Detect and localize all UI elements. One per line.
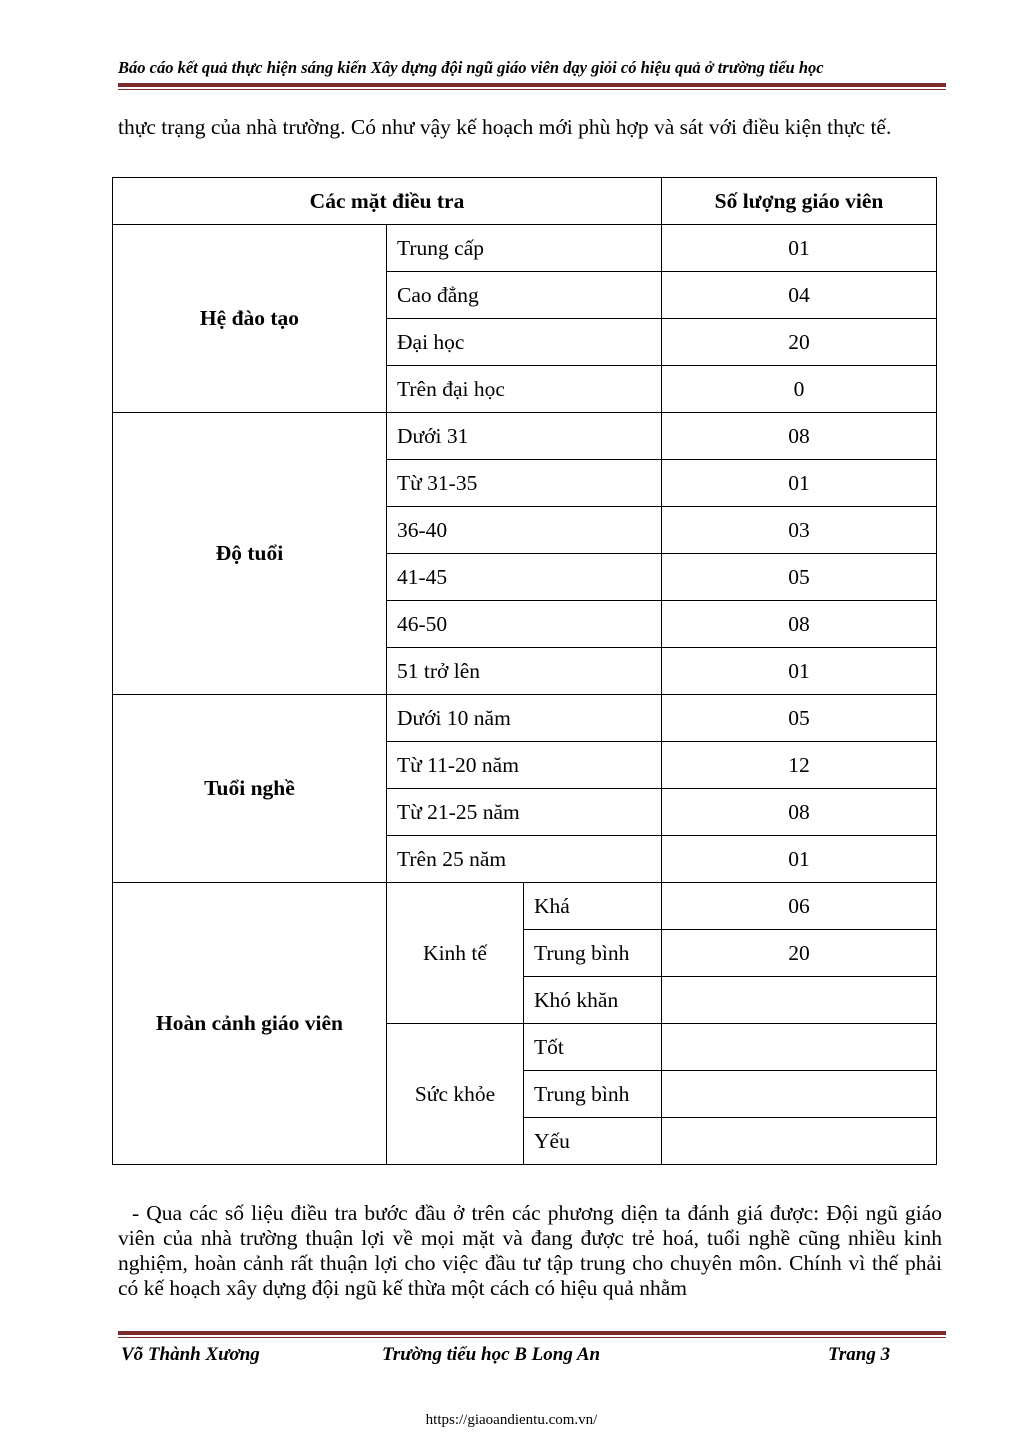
group-training-level: Hệ đào tạo xyxy=(113,225,387,413)
row-value: 01 xyxy=(662,836,937,883)
header-survey-aspects: Các mặt điều tra xyxy=(113,178,662,225)
row-label: Trên 25 năm xyxy=(387,836,662,883)
row-value: 0 xyxy=(662,366,937,413)
subgroup-economy: Kinh tế xyxy=(387,883,524,1024)
row-label: Trên đại học xyxy=(387,366,662,413)
row-label: 36-40 xyxy=(387,507,662,554)
group-seniority: Tuổi nghề xyxy=(113,695,387,883)
footer-page-number: Trang 3 xyxy=(828,1344,891,1365)
header-divider xyxy=(118,83,946,90)
row-label: Trung bình xyxy=(524,1071,662,1118)
page-header-title: Báo cáo kết quả thực hiện sáng kiến Xây dựng đội ngũ giáo viên dạy giỏi có hiệu quả ở trường tiểu học xyxy=(118,58,824,77)
conclusion-text: - Qua các số liệu điều tra bước đầu ở trên các phương diện ta đánh giá được: Đội ngũ giáo viên của nhà trường thuận lợi về mọi mặt và đang được trẻ hoá, tuổi nghề cũng nhiều kinh nghiệm, hoàn cảnh rất thuận lợi cho việc đầu tư tập trung cho chuyên môn. Chính vì thế phải có kế hoạch xây dựng đội ngũ kế thừa một cách có hiệu quả nhằm xyxy=(118,1201,942,1300)
row-label: Cao đẳng xyxy=(387,272,662,319)
row-label: Từ 31-35 xyxy=(387,460,662,507)
table-row xyxy=(113,883,937,930)
row-label: Trung bình xyxy=(524,930,662,977)
row-label: Dưới 31 xyxy=(387,413,662,460)
conclusion-paragraph xyxy=(118,1201,942,1301)
survey-table xyxy=(112,177,937,1165)
row-value: 01 xyxy=(662,460,937,507)
row-label: Từ 21-25 năm xyxy=(387,789,662,836)
row-value xyxy=(662,1071,937,1118)
row-value: 20 xyxy=(662,930,937,977)
row-value: 04 xyxy=(662,272,937,319)
row-label: 51 trở lên xyxy=(387,648,662,695)
row-value: 03 xyxy=(662,507,937,554)
row-value xyxy=(662,977,937,1024)
row-value: 08 xyxy=(662,413,937,460)
row-value: 20 xyxy=(662,319,937,366)
row-label: 41-45 xyxy=(387,554,662,601)
row-value xyxy=(662,1118,937,1165)
table-header-row xyxy=(113,178,937,225)
source-url: https://giaoandientu.com.vn/ xyxy=(425,1412,598,1428)
row-value: 08 xyxy=(662,789,937,836)
row-value: 06 xyxy=(662,883,937,930)
subgroup-health: Sức khỏe xyxy=(387,1024,524,1165)
row-label: Trung cấp xyxy=(387,225,662,272)
footer-divider xyxy=(118,1331,946,1338)
row-label: Khó khăn xyxy=(524,977,662,1024)
row-value: 05 xyxy=(662,554,937,601)
table-row xyxy=(113,225,937,272)
footer-school: Trường tiểu học B Long An xyxy=(382,1344,601,1365)
row-value: 05 xyxy=(662,695,937,742)
row-value: 12 xyxy=(662,742,937,789)
row-label: Từ 11-20 năm xyxy=(387,742,662,789)
row-label: Yếu xyxy=(524,1118,662,1165)
row-label: Khá xyxy=(524,883,662,930)
group-age: Độ tuổi xyxy=(113,413,387,695)
table-row xyxy=(113,413,937,460)
row-value: 01 xyxy=(662,225,937,272)
row-label: Tốt xyxy=(524,1024,662,1071)
row-label: 46-50 xyxy=(387,601,662,648)
table-row xyxy=(113,695,937,742)
row-value xyxy=(662,1024,937,1071)
row-label: Dưới 10 năm xyxy=(387,695,662,742)
row-value: 01 xyxy=(662,648,937,695)
intro-paragraph: thực trạng của nhà trường. Có như vậy kế hoạch mới phù hợp và sát với điều kiện thực tế. xyxy=(118,115,892,139)
footer-author: Võ Thành Xương xyxy=(121,1344,260,1365)
row-label: Đại học xyxy=(387,319,662,366)
header-teacher-count: Số lượng giáo viên xyxy=(662,178,937,225)
row-value: 08 xyxy=(662,601,937,648)
group-teacher-circumstances: Hoàn cảnh giáo viên xyxy=(113,883,387,1165)
